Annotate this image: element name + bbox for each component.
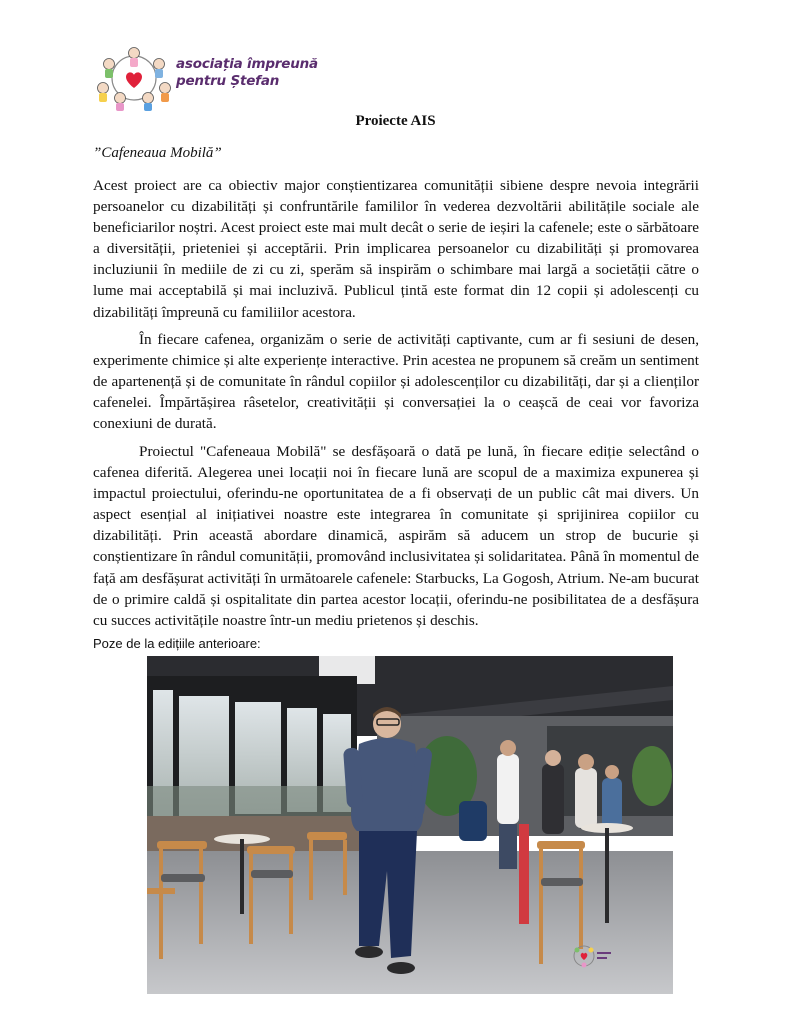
cafe-event-photo: [147, 656, 673, 994]
organization-logo: [92, 44, 322, 114]
photos-label: Poze de la edițiile anterioare:: [93, 636, 261, 651]
paragraph-project-details: Proiectul "Cafeneaua Mobilă" se desfășoară o dată pe lună, în fiecare ediție selectând o cafenea diferită. Alegerea unei locații noi în fiecare lună are scopul de a maximiza expunerea și impactul proiectului, oferindu-ne oportunitatea de a fi observați de un public cât mai divers. Un aspect esențial al inițiativei noastre este integrarea în comunitate și sprijinirea copiilor cu dizabilități. Prin această abordare dinamică, aspirăm să aducem un strop de bucurie și conștientizare în rândul comunității, promovând inclusivitatea și solidaritatea. Până în momentul de față am desfășurat activități în următoarele cafenele: Starbucks, La Gogosh, Atrium. Ne-am bucurat de o primire caldă și ospitalitate din partea acestor locații, oferindu-ne posibilitatea de a desfășura cu succes activitățile noastre într-un mediu prietenos și deschis.: [93, 443, 699, 629]
paragraph-objective: Acest proiect are ca obiectiv major conștientizarea comunității sibiene despre nevoia integrării persoanelor cu dizabilități și confruntările famililor în vederea dezvoltării abilitățile sociale ale beneficiarilor noștri. Acest proiect este mai mult decât o serie de ieșiri la cafenele; este o sărbătoare a diversității, prieteniei și acceptării. Prin implicarea persoanelor cu dizabilități și promovarea incluziunii în mediile de zi cu zi, sperăm să inspirăm o schimbare mai largă a societății către o lume mai acceptabilă și mai incluzivă. Publicul țintă este format din 12 copii și adolescenți cu dizabilități împreună cu familiilor acestora.: [93, 177, 699, 321]
page-title: Proiecte AIS: [355, 113, 436, 129]
project-name: ”Cafeneaua Mobilă”: [93, 145, 222, 161]
children-circle-logo-icon: [92, 44, 176, 112]
logo-text-line2: pentru Ștefan: [176, 73, 280, 89]
paragraph-activities: În fiecare cafenea, organizăm o serie de activități captivante, cum ar fi sesiuni de desen, experimente chimice și alte experiențe interactive. Prin acestea ne propunem să creăm un sentiment de apartenență și de comunitate în rândul copiilor și adolescenților cu dizabilități, dar și a clienților cafenelei. Împărtășirea râsetelor, creativității și conversației la o ceașcă de ceai vor favoriza conexiuni de durată.: [93, 331, 699, 433]
logo-text-line1: asociația împreună: [176, 56, 318, 72]
